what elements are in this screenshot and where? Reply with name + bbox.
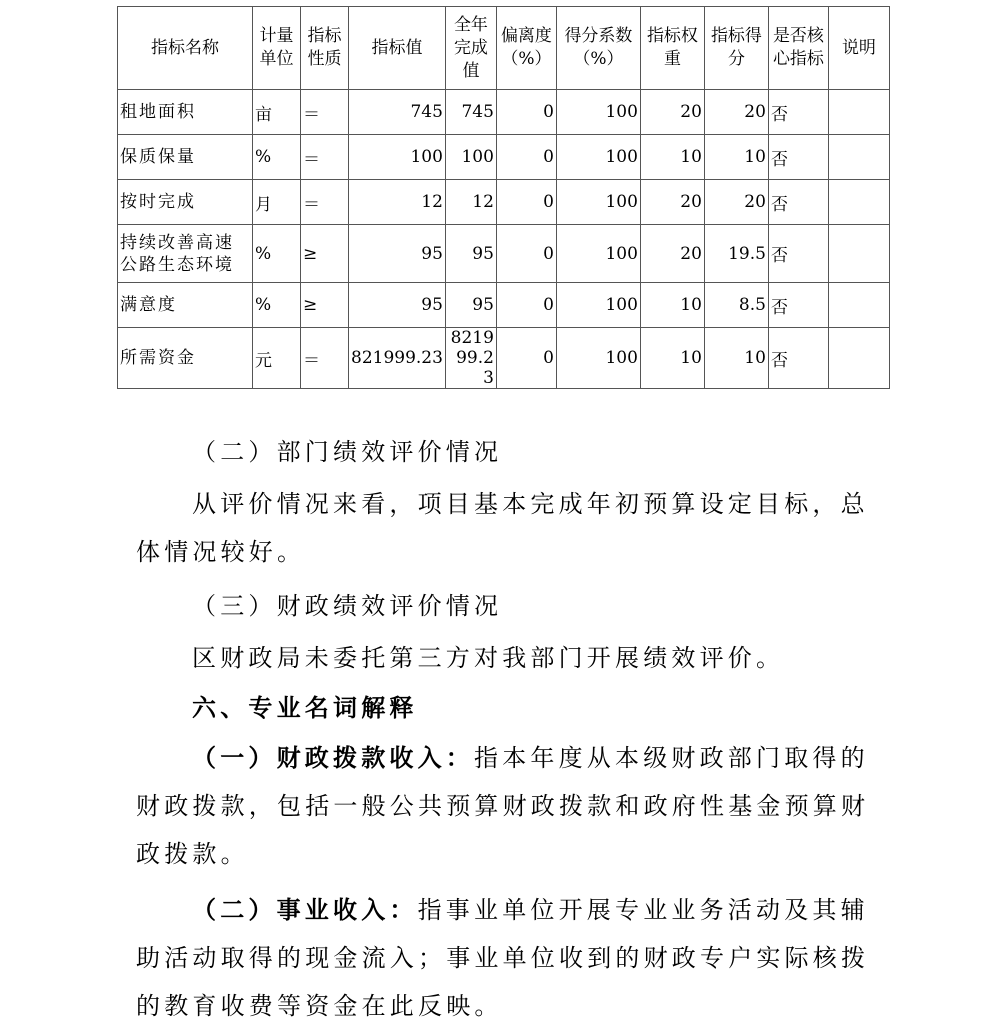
coefficient-cell: 100 <box>556 180 640 225</box>
core-cell: 否 <box>768 135 828 180</box>
score-cell: 20 <box>704 90 768 135</box>
nature-cell: ＝ <box>301 90 349 135</box>
term-definition: 指本年度从本级财政部门取得的财政拨款，包括一般公共预算财政拨款和政府性基金预算财政拨款。 <box>136 744 870 868</box>
weight-cell: 10 <box>640 135 704 180</box>
term-label: （二）事业收入： <box>192 895 418 924</box>
indicator-name: 持续改善高速公路生态环境 <box>118 225 253 283</box>
coefficient-cell: 100 <box>556 283 640 328</box>
note-cell <box>828 180 889 225</box>
unit-cell: % <box>253 225 301 283</box>
header-cell: 偏离度（%） <box>496 7 556 90</box>
note-cell <box>828 135 889 180</box>
header-cell: 是否核心指标 <box>768 7 828 90</box>
deviation-cell: 0 <box>496 90 556 135</box>
unit-cell: % <box>253 135 301 180</box>
header-cell: 指标权重 <box>640 7 704 90</box>
weight-cell: 10 <box>640 328 704 389</box>
value-cell: 745 <box>349 90 446 135</box>
header-cell: 全年完成值 <box>445 7 496 90</box>
dept-eval-text: 从评价情况来看，项目基本完成年初预算设定目标，总体情况较好。 <box>136 490 869 566</box>
fin-eval-heading: （三）财政绩效评价情况 <box>192 592 503 620</box>
glossary-heading: 六、专业名词解释 <box>192 693 418 722</box>
header-cell: 指标值 <box>349 7 446 90</box>
weight-cell: 20 <box>640 90 704 135</box>
table-row <box>118 135 890 180</box>
table-row <box>118 180 890 225</box>
unit-cell: 元 <box>253 328 301 389</box>
value-cell: 95 <box>349 283 446 328</box>
table-row <box>118 328 890 389</box>
performance-indicator-table <box>117 6 890 389</box>
term-business-income <box>136 886 876 1030</box>
note-cell <box>828 328 889 389</box>
deviation-cell: 0 <box>496 180 556 225</box>
core-cell: 否 <box>768 283 828 328</box>
table-header-row <box>118 7 890 90</box>
header-cell: 得分系数（%） <box>556 7 640 90</box>
weight-cell: 20 <box>640 225 704 283</box>
unit-cell: 亩 <box>253 90 301 135</box>
deviation-cell: 0 <box>496 225 556 283</box>
value-cell: 95 <box>349 225 446 283</box>
nature-cell: ≥ <box>301 225 349 283</box>
completed-cell: 745 <box>445 90 496 135</box>
fin-eval-text: 区财政局未委托第三方对我部门开展绩效评价。 <box>192 644 785 672</box>
term-label: （一）财政拨款收入： <box>192 743 474 772</box>
deviation-cell: 0 <box>496 328 556 389</box>
term-definition: 指事业单位开展专业业务活动及其辅助活动取得的现金流入；事业单位收到的财政专户实际核拨的教育收费等资金在此反映。 <box>136 896 870 1020</box>
coefficient-cell: 100 <box>556 135 640 180</box>
value-cell: 100 <box>349 135 446 180</box>
indicator-name: 租地面积 <box>118 90 253 135</box>
completed-cell: 100 <box>445 135 496 180</box>
value-cell: 12 <box>349 180 446 225</box>
weight-cell: 20 <box>640 180 704 225</box>
score-cell: 20 <box>704 180 768 225</box>
deviation-cell: 0 <box>496 283 556 328</box>
value-cell: 821999.23 <box>349 328 446 389</box>
completed-cell: 821999.23 <box>445 328 496 389</box>
indicator-name: 保质保量 <box>118 135 253 180</box>
nature-cell: ＝ <box>301 135 349 180</box>
core-cell: 否 <box>768 180 828 225</box>
deviation-cell: 0 <box>496 135 556 180</box>
dept-eval-heading: （二）部门绩效评价情况 <box>192 438 503 466</box>
nature-cell: ≥ <box>301 283 349 328</box>
coefficient-cell: 100 <box>556 225 640 283</box>
core-cell: 否 <box>768 225 828 283</box>
header-cell: 计量单位 <box>253 7 301 90</box>
completed-cell: 95 <box>445 283 496 328</box>
header-cell: 说明 <box>828 7 889 90</box>
indicator-name: 按时完成 <box>118 180 253 225</box>
indicator-name: 所需资金 <box>118 328 253 389</box>
score-cell: 19.5 <box>704 225 768 283</box>
table-row <box>118 90 890 135</box>
header-cell: 指标性质 <box>301 7 349 90</box>
core-cell: 否 <box>768 328 828 389</box>
header-cell: 指标得分 <box>704 7 768 90</box>
note-cell <box>828 283 889 328</box>
score-cell: 10 <box>704 328 768 389</box>
note-cell <box>828 90 889 135</box>
table-row <box>118 225 890 283</box>
score-cell: 10 <box>704 135 768 180</box>
coefficient-cell: 100 <box>556 90 640 135</box>
unit-cell: % <box>253 283 301 328</box>
table-row <box>118 283 890 328</box>
score-cell: 8.5 <box>704 283 768 328</box>
unit-cell: 月 <box>253 180 301 225</box>
note-cell <box>828 225 889 283</box>
nature-cell: ＝ <box>301 328 349 389</box>
completed-cell: 95 <box>445 225 496 283</box>
completed-cell: 12 <box>445 180 496 225</box>
header-cell: 指标名称 <box>118 7 253 90</box>
coefficient-cell: 100 <box>556 328 640 389</box>
weight-cell: 10 <box>640 283 704 328</box>
indicator-name: 满意度 <box>118 283 253 328</box>
nature-cell: ＝ <box>301 180 349 225</box>
term-fiscal-appropriation <box>136 734 876 878</box>
core-cell: 否 <box>768 90 828 135</box>
